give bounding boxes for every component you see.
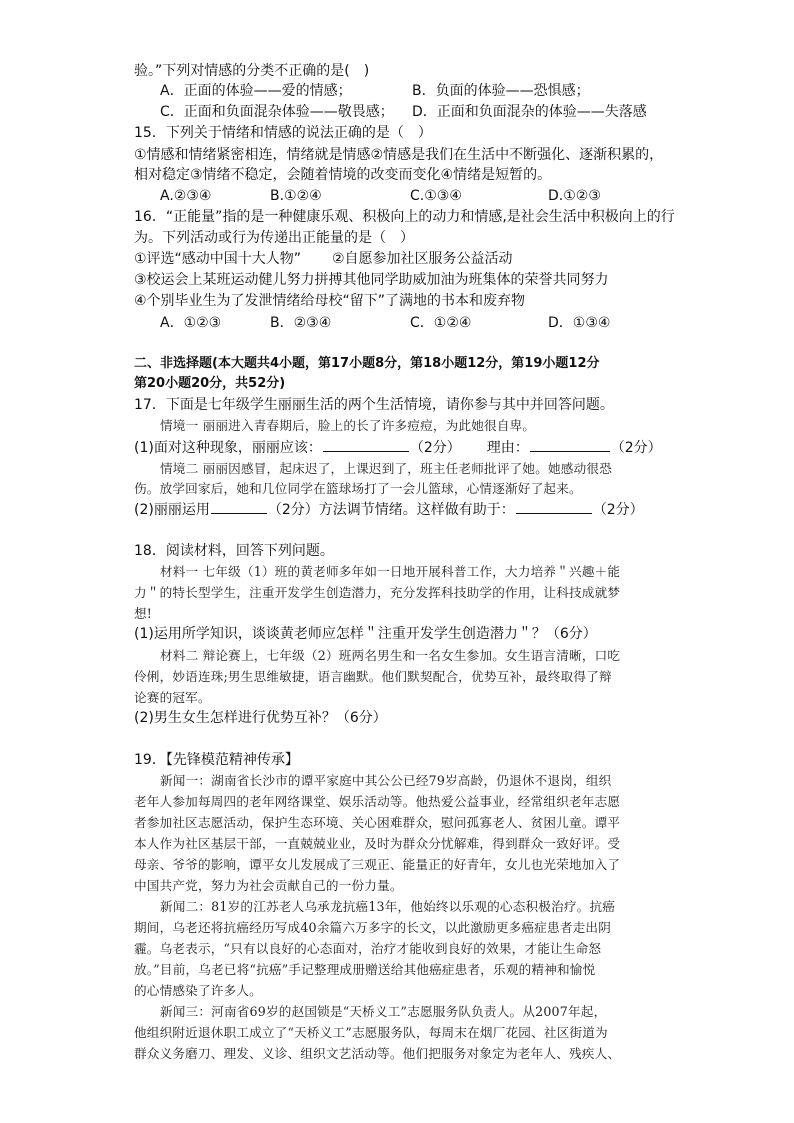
q19-news: 的心情感染了许多人。 — [134, 983, 262, 998]
q15-option-c: C.①③④ — [410, 188, 462, 204]
q17-stem: 17．下面是七年级学生丽丽生活的两个生活情境，请你参与其中并回答问题。 — [134, 397, 614, 413]
q19-news: 期间，乌老还将抗癌经历写成40余篇六万多字的长文，以此激励更多癌症患者走出阴 — [134, 920, 611, 935]
q18-subquestion: (2)男生女生怎样进行优势互补？（6分） — [134, 710, 387, 726]
q15-option-a: A.②③④ — [160, 188, 212, 204]
q14-option-c: C．正面和负面混杂体验——敬畏感； — [160, 104, 394, 120]
q17-sub2-text: （2分）方法调节情绪。这样做有助于： — [267, 502, 515, 518]
answer-blank[interactable] — [530, 437, 610, 452]
q15-option-d: D.①②③ — [548, 188, 601, 204]
q16-option-a: A．①②③ — [160, 315, 222, 331]
q17-subquestion — [134, 437, 662, 458]
q16-item: ①评选“感动中国十大人物” — [134, 251, 302, 267]
q18-material: 材料一 七年级（1）班的黄老师多年如一日地开展科普工作，大力培养＂兴趣＋能 — [160, 564, 621, 579]
q18-subquestion: (1)运用所学知识，谈谈黄老师应怎样＂注重开发学生创造潜力＂？（6分） — [134, 626, 597, 642]
q17-situation: 伤。放学回家后，她和几位同学在篮球场打了一会儿篮球，心情逐渐好了起来。 — [134, 481, 582, 496]
q19-news: 老年人参加每周四的老年网络课堂、娱乐活动等。他热爱公益事业，经常组织老年志愿 — [134, 794, 621, 809]
q19-news: 本人作为社区基层干部，一直兢兢业业，及时为群众分忧解难，得到群众一致好评。受 — [134, 836, 621, 851]
q15-stem: 15．下列关于情绪和情感的说法正确的是（ ） — [134, 125, 432, 141]
q19-news: 新闻二：81岁的江苏老人乌承龙抗癌13年，他始终以乐观的心态积极治疗。抗癌 — [160, 899, 616, 914]
q17-score: （2分） — [592, 502, 644, 518]
answer-blank[interactable] — [211, 499, 267, 514]
q14-stem: 验。”下列对情感的分类不正确的是( ) — [134, 63, 370, 79]
q17-sub2-label: (2)丽丽运用 — [134, 502, 210, 518]
q14-option-b: B．负面的体验——恐惧感； — [412, 83, 590, 99]
q19-news: 者参加社区志愿活动，保护生态环境、关心困难群众，慰问孤寡老人、贫困儿童。谭平 — [134, 815, 621, 830]
q16-item: ③校运会上某班运动健儿努力拼搏其他同学助威加油为班集体的荣誉共同努力 — [134, 272, 609, 288]
q14-option-d: D．正面和负面混杂的体验——失落感 — [412, 104, 647, 120]
q19-news: 霾。乌老表示，“只有以良好的心态面对，治疗才能收到良好的效果，才能让生命怒 — [134, 941, 602, 956]
q19-news: 放。”目前，乌老已将“抗癌”手记整理成册赠送给其他癌症患者，乐观的精神和愉悦 — [134, 962, 596, 977]
q18-material: 伶俐，妙语连珠;男生思维敏捷，语言幽默。他们默契配合，优势互补，最终取得了辩 — [134, 669, 612, 684]
q14-option-a: A．正面的体验——爱的情感； — [160, 83, 352, 99]
q19-news: 新闻一：湖南省长沙市的谭平家庭中其公公已经79岁高龄，仍退休不退岗，组织 — [160, 773, 612, 788]
answer-blank[interactable] — [516, 499, 592, 514]
q17-score: （2分） — [409, 440, 461, 456]
q16-option-d: D．①③④ — [548, 315, 611, 331]
q15-option-b: B.①②④ — [270, 188, 322, 204]
q17-subquestion — [134, 499, 644, 520]
q19-news: 他组织附近退休职工成立了“天桥义工”志愿服务队，每周末在烟厂花园、社区街道为 — [134, 1025, 608, 1040]
q18-material: 想! — [134, 606, 153, 621]
q16-stem: 16．“正能量”指的是一种健康乐观、积极向上的动力和情感,是社会生活中积极向上的行 — [134, 209, 675, 225]
section-heading: 第20小题20分，共52分) — [134, 376, 286, 391]
q18-material: 力＂的特长型学生，注重开发学生创造潜力，充分发挥科技助学的作用，让科技成就梦 — [134, 585, 621, 600]
q19-news: 中国共产党，努力为社会贡献自己的一份力量。 — [134, 878, 403, 893]
q18-stem: 18．阅读材料，回答下列问题。 — [134, 543, 334, 559]
q16-option-c: C．①②④ — [410, 315, 472, 331]
answer-blank[interactable] — [323, 437, 409, 452]
section-heading: 二、非选择题(本大题共4小题，第17小题8分，第18小题12分，第19小题12分 — [134, 356, 600, 371]
q19-news: 新闻三：河南省69岁的赵国锁是“天桥义工”志愿服务队负责人。从2007年起， — [160, 1004, 607, 1019]
q15-body-line: ①情感和情绪紧密相连，情绪就是情感②情感是我们在生活中不断强化、逐渐积累的， — [134, 147, 664, 163]
q18-material: 论赛的冠军。 — [134, 690, 211, 705]
q16-item: ②自愿参加社区服务公益活动 — [332, 251, 513, 267]
q19-news: 母亲、爷爷的影响，谭平女儿发展成了三观正、能量正的好青年，女儿也光荣地加入了 — [134, 857, 621, 872]
q17-score: （2分） — [610, 440, 662, 456]
q19-news: 群众义务磨刀、理发、义诊、组织文艺活动等。他们把服务对象定为老年人、残疾人、 — [134, 1046, 621, 1061]
q16-stem: 为。下列活动或行为传递出正能量的是（ ） — [134, 230, 414, 246]
q16-option-b: B．②③④ — [270, 315, 332, 331]
q15-body-line: 相对稳定③情绪不稳定，会随着情境的改变而变化④情绪是短暂的。 — [134, 167, 552, 183]
q17-situation: 情境一 丽丽进入青春期后，脸上的长了许多痘痘，为此她很自卑。 — [160, 418, 536, 433]
q18-material: 材料二 辩论赛上，七年级（2）班两名男生和一名女生参加。女生语言清晰，口吃 — [160, 648, 621, 663]
q19-stem: 19．【先锋模范精神传承】 — [134, 752, 299, 768]
q16-item: ④个别毕业生为了发泄情绪给母校“留下”了满地的书本和废弃物 — [134, 293, 526, 309]
q17-sub1-label: (1)面对这种现象，丽丽应该： — [134, 440, 322, 456]
q17-situation: 情境二 丽丽因感冒，起床迟了，上课迟到了，班主任老师批评了她。她感动很恐 — [160, 461, 612, 476]
q17-reason-label: 理由： — [486, 440, 529, 456]
